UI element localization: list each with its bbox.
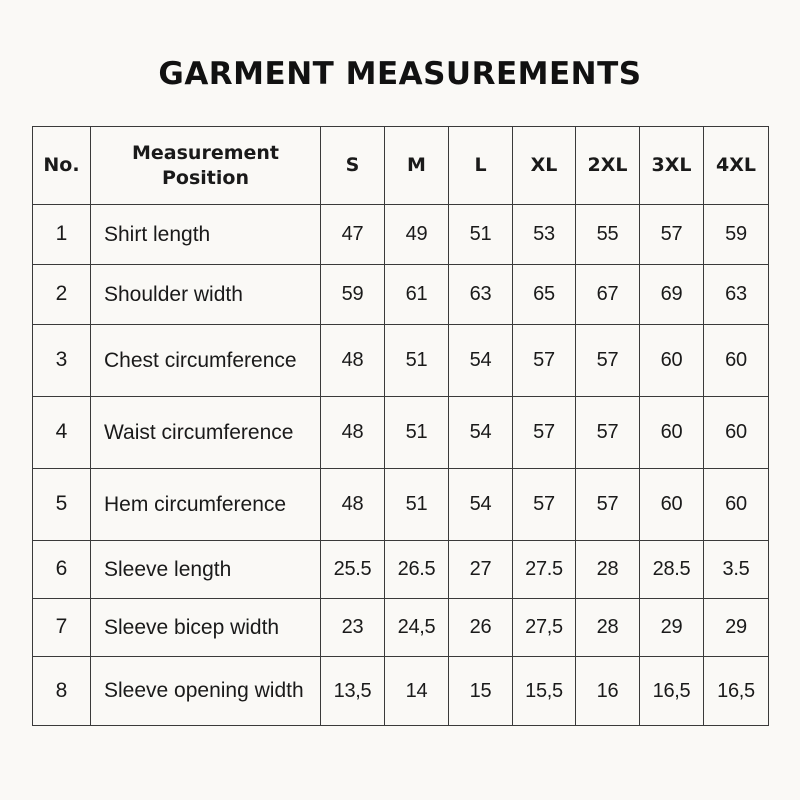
header-no: No.: [33, 127, 91, 205]
header-size-xl: XL: [513, 127, 576, 205]
value-3xl: 60: [640, 469, 704, 541]
value-3xl: 16,5: [640, 657, 704, 726]
value-m: 26.5: [385, 541, 449, 599]
header-position-line2: Position: [162, 166, 249, 189]
value-4xl: 60: [704, 469, 769, 541]
value-2xl: 57: [576, 325, 640, 397]
measurement-position: Sleeve opening width: [91, 657, 321, 726]
value-2xl: 67: [576, 265, 640, 325]
value-4xl: 60: [704, 397, 769, 469]
value-4xl: 16,5: [704, 657, 769, 726]
row-number: 8: [33, 657, 91, 726]
measurement-position: Sleeve length: [91, 541, 321, 599]
value-xl: 57: [513, 469, 576, 541]
value-3xl: 28.5: [640, 541, 704, 599]
value-s: 48: [321, 397, 385, 469]
value-m: 51: [385, 397, 449, 469]
value-l: 51: [449, 205, 513, 265]
header-size-4xl: 4XL: [704, 127, 769, 205]
value-3xl: 57: [640, 205, 704, 265]
value-l: 54: [449, 325, 513, 397]
value-l: 63: [449, 265, 513, 325]
value-xl: 27.5: [513, 541, 576, 599]
value-xl: 57: [513, 325, 576, 397]
row-number: 6: [33, 541, 91, 599]
value-l: 15: [449, 657, 513, 726]
table-row: [33, 469, 769, 541]
row-number: 1: [33, 205, 91, 265]
value-3xl: 60: [640, 325, 704, 397]
row-number: 4: [33, 397, 91, 469]
table-row: [33, 541, 769, 599]
measurement-position: Waist circumference: [91, 397, 321, 469]
header-row: [33, 127, 769, 205]
header-measurement-position: [91, 127, 321, 205]
value-l: 27: [449, 541, 513, 599]
value-3xl: 29: [640, 599, 704, 657]
header-size-2xl: 2XL: [576, 127, 640, 205]
value-xl: 15,5: [513, 657, 576, 726]
value-m: 49: [385, 205, 449, 265]
value-s: 25.5: [321, 541, 385, 599]
table-row: [33, 205, 769, 265]
value-4xl: 60: [704, 325, 769, 397]
value-l: 54: [449, 397, 513, 469]
table-row: [33, 599, 769, 657]
value-s: 47: [321, 205, 385, 265]
value-4xl: 63: [704, 265, 769, 325]
measurement-position: Hem circumference: [91, 469, 321, 541]
row-number: 3: [33, 325, 91, 397]
header-size-s: S: [321, 127, 385, 205]
value-4xl: 59: [704, 205, 769, 265]
value-xl: 27,5: [513, 599, 576, 657]
measurement-position: Shoulder width: [91, 265, 321, 325]
value-2xl: 16: [576, 657, 640, 726]
table-row: [33, 265, 769, 325]
value-2xl: 57: [576, 397, 640, 469]
value-s: 48: [321, 325, 385, 397]
row-number: 2: [33, 265, 91, 325]
row-number: 7: [33, 599, 91, 657]
row-number: 5: [33, 469, 91, 541]
value-3xl: 60: [640, 397, 704, 469]
value-s: 23: [321, 599, 385, 657]
value-2xl: 28: [576, 599, 640, 657]
value-xl: 65: [513, 265, 576, 325]
value-l: 26: [449, 599, 513, 657]
value-4xl: 29: [704, 599, 769, 657]
value-2xl: 28: [576, 541, 640, 599]
table-row: [33, 325, 769, 397]
measurement-position: Chest circumference: [91, 325, 321, 397]
value-2xl: 55: [576, 205, 640, 265]
header-position-line1: Measurement: [132, 141, 279, 164]
table-row: [33, 657, 769, 726]
value-4xl: 3.5: [704, 541, 769, 599]
measurement-position: Shirt length: [91, 205, 321, 265]
value-s: 13,5: [321, 657, 385, 726]
table-row: [33, 397, 769, 469]
value-xl: 53: [513, 205, 576, 265]
value-m: 51: [385, 325, 449, 397]
page-title: GARMENT MEASUREMENTS: [158, 56, 642, 92]
value-s: 59: [321, 265, 385, 325]
header-size-3xl: 3XL: [640, 127, 704, 205]
value-m: 61: [385, 265, 449, 325]
header-size-m: M: [385, 127, 449, 205]
value-s: 48: [321, 469, 385, 541]
value-3xl: 69: [640, 265, 704, 325]
value-m: 24,5: [385, 599, 449, 657]
measurement-table: [32, 126, 769, 726]
value-l: 54: [449, 469, 513, 541]
measurement-position: Sleeve bicep width: [91, 599, 321, 657]
value-xl: 57: [513, 397, 576, 469]
header-size-l: L: [449, 127, 513, 205]
value-m: 14: [385, 657, 449, 726]
value-2xl: 57: [576, 469, 640, 541]
value-m: 51: [385, 469, 449, 541]
